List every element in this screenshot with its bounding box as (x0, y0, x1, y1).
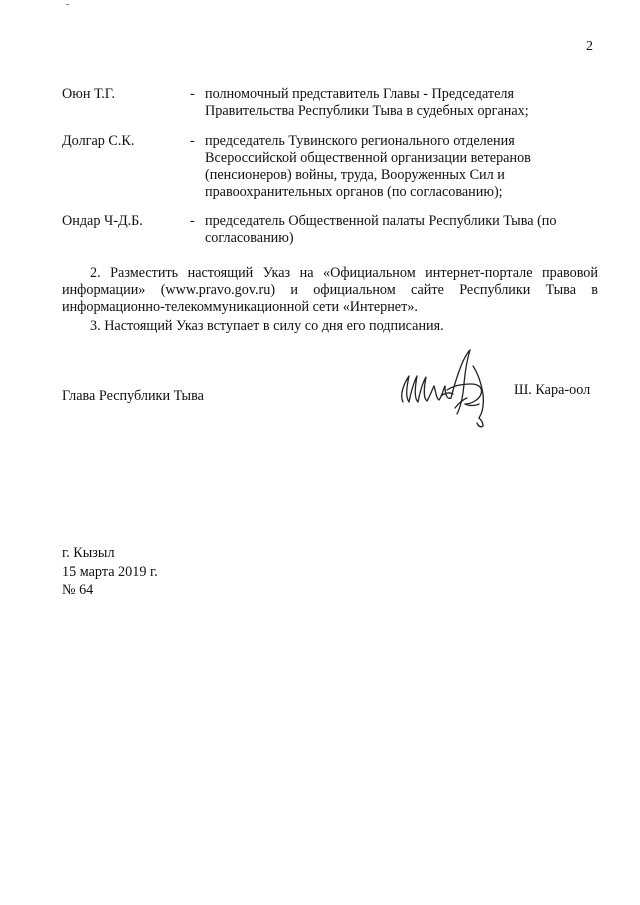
member-description: председатель Общественной палаты Республики Тыва (по согласованию) (205, 213, 557, 246)
signatory-name: Ш. Кара-оол (514, 382, 591, 398)
paragraph-publication: 2. Разместить настоящий Указ на «Официальном интернет-портале правовой информации» (www.pravo.gov.ru) и официальном сайте Республики Тыва в информационно-телекоммуникационной сети «Интернет». (62, 265, 598, 315)
handwritten-signature-image (395, 346, 505, 431)
member-name: Долгар С.К. (62, 133, 135, 149)
member-dash: - (190, 213, 195, 229)
footer-date: 15 марта 2019 г. (62, 564, 158, 580)
paragraph-effective: 3. Настоящий Указ вступает в силу со дня его подписания. (90, 318, 444, 334)
member-name: Оюн Т.Г. (62, 86, 115, 102)
footer-number: № 64 (62, 582, 94, 598)
page-number: 2 (586, 39, 593, 54)
scan-speck (66, 4, 69, 5)
member-description: полномочный представитель Главы - Председателя Правительства Республики Тыва в судебных органах; (205, 86, 529, 119)
signatory-title: Глава Республики Тыва (62, 388, 204, 404)
member-name: Ондар Ч-Д.Б. (62, 213, 143, 229)
member-description: председатель Тувинского регионального отделения Всероссийской общественной организации ветеранов (пенсионеров) войны, труда, Вооруженных Сил и правоохранительных органов (по согласованию); (205, 133, 531, 200)
member-dash: - (190, 133, 195, 149)
footer-city: г. Кызыл (62, 545, 115, 561)
member-dash: - (190, 86, 195, 102)
